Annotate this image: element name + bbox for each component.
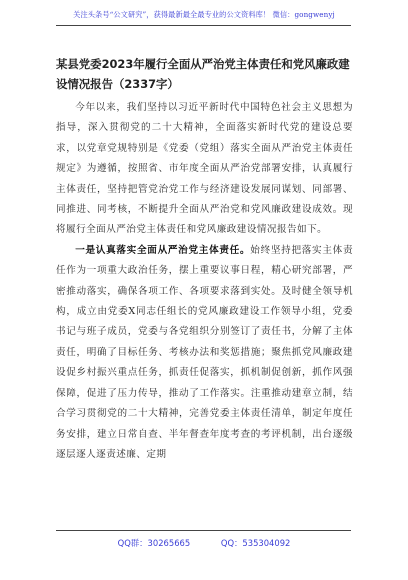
footer xyxy=(0,537,408,549)
paragraph-lead: 一是认真落实全面从严治党主体责任。 xyxy=(75,244,251,256)
footer-qq-contact: QQ：535304092 xyxy=(220,538,291,548)
footer-divider xyxy=(56,530,351,531)
header-banner: 关注头条号“公文研究”，获得最新最全最专业的公文资料库！ 微信：gongwenyj xyxy=(73,10,335,19)
document-title: 某县党委2023年履行全面从严治党主体责任和党风廉政建设情况报告（2337字） xyxy=(56,57,350,91)
header-divider xyxy=(56,25,351,26)
document-body xyxy=(56,98,353,465)
paragraph xyxy=(56,241,353,465)
paragraph-text: 今年以来，我们坚持以习近平新时代中国特色社会主义思想为指导，深入贯彻党的二十大精神，全面落实新时代党的建设总要求，以党章党规特别是《党委（党组）落实全面从严治党主体责任规定》为遵循，按照省、市年度全面从严治党部署安排，认真履行主体责任，坚持把管党治党工作与经济建设发展同谋划、同部署、同推进、同考核，不断提升全面从严治党和党风廉政建设成效。现将履行全面从严治党主体责任和党风廉政建设情况报告如下。 xyxy=(56,102,353,236)
paragraph xyxy=(56,98,353,241)
footer-qq-group: QQ群：30265665 xyxy=(117,538,191,548)
paragraph-text: 始终坚持把落实主体责任作为一项重大政治任务，摆上重要议事日程，精心研究部署，严密推动落实，确保各项工作、各项要求落到实处。及时健全领导机构，成立由党委X同志任组长的党风廉政建设工作领导小组，党委书记与班子成员，党委与各党组织分别签订了责任书，分解了主体责任，明确了目标任务、考核办法和奖惩措施；聚焦抓党风廉政建设促乡村振兴重点任务，抓责任促落实，抓机制促创新，抓作风强保障，促进了压力传导，推动了工作落实。注重推动建章立制，结合学习贯彻党的二十大精神，完善党委主体责任清单，制定年度任务安排，建立日常自查、半年督查年度考查的考评机制，出台逐级逐层逐人逐责述廉、定期 xyxy=(56,244,353,460)
